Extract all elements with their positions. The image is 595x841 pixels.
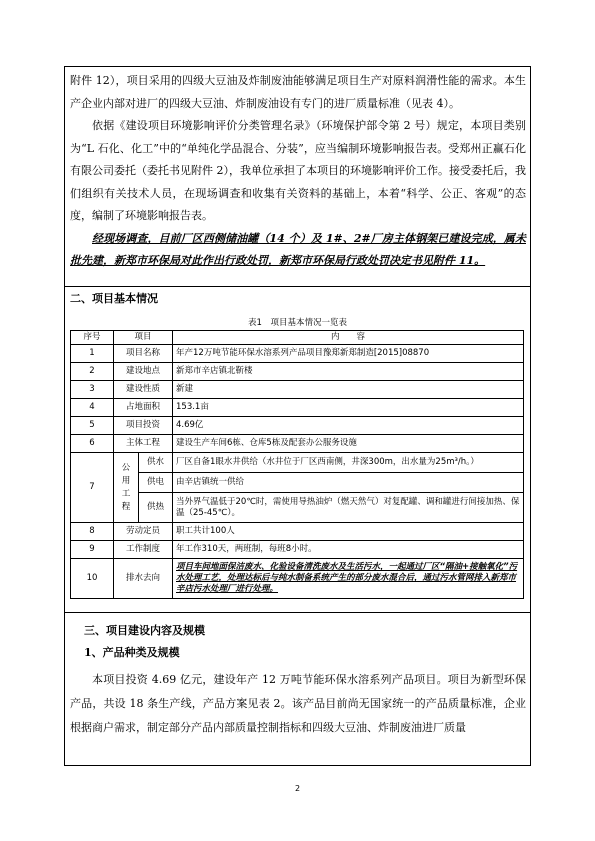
row-content: 新郑市辛店镇北靳楼 [173, 363, 524, 381]
row-item: 工作制度 [114, 541, 173, 559]
row-item: 项目名称 [114, 345, 173, 363]
table-row [71, 541, 524, 559]
row-item: 主体工程 [114, 435, 173, 453]
header-no: 序号 [71, 331, 114, 345]
row-no: 6 [71, 435, 114, 453]
table-row-heat [71, 493, 524, 523]
row-item: 项目投资 [114, 417, 173, 435]
drain-content: 项目车间地面保洁废水、化验设备清洗废水及生活污水，一起通过厂区“隔油+接触氧化”污水处理工艺，处理达标后与纯水制备系统产生的部分废水混合后，通过污水管网排入新郑市辛店污水处理厂进行处理。 [173, 559, 524, 599]
table-row-water [71, 453, 524, 473]
water-label: 供水 [139, 453, 173, 473]
table-row [71, 435, 524, 453]
table-row [71, 381, 524, 399]
divider [64, 612, 531, 613]
water-content: 厂区自备1眼水井供给（水井位于厂区西南侧，井深300m，出水量为25m³/h。） [173, 453, 524, 473]
row-no: 5 [71, 417, 114, 435]
header-content: 内 容 [173, 331, 524, 345]
row-item: 排水去向 [114, 559, 173, 599]
divider [64, 286, 531, 287]
subsection-1-title: 1、产品种类及规模 [84, 646, 180, 659]
row-item: 劳动定员 [114, 523, 173, 541]
power-label: 供电 [139, 473, 173, 493]
table-row [71, 399, 524, 417]
row-content: 年产12万吨节能环保水溶系列产品项目豫郑新郑制造[2015]08870 [173, 345, 524, 363]
penalty-paragraph: 经现场调查，目前厂区西侧储油罐（14 个）及 1#、2#厂房主体钢架已建设完成，属未批先建，新郑市环保局对此作出行政处罚，新郑市环保局行政处罚决定书见附件 11。 [70, 231, 526, 267]
section-3-title: 三、项目建设内容及规模 [84, 624, 205, 637]
row-no: 3 [71, 381, 114, 399]
row-content: 153.1亩 [173, 399, 524, 417]
row-content: 年工作310天，两班制，每班8小时。 [173, 541, 524, 559]
table-row [71, 417, 524, 435]
heat-label: 供热 [139, 493, 173, 523]
row-no: 1 [71, 345, 114, 363]
header-item: 项目 [114, 331, 173, 345]
page-number: 2 [294, 784, 301, 793]
table-row [71, 363, 524, 381]
row-content: 4.69亿 [173, 417, 524, 435]
row-no: 10 [71, 559, 114, 599]
row-no: 4 [71, 399, 114, 417]
table-row [71, 345, 524, 363]
table-caption: 表1 项目基本情况一览表 [248, 318, 347, 328]
product-paragraph: 本项目投资 4.69 亿元，建设年产 12 万吨节能环保水溶系列产品项目。项目为新型环保产品，共设 18 条生产线，产品方案见表 2。该产品目前尚无国家统一的产品质量标准，企业根据商户需求，制定部分产品内部质量控制指标和四级大豆油、炸制废油进厂质量 [70, 673, 526, 734]
row-no: 2 [71, 363, 114, 381]
heat-content: 当外界气温低于20℃时，需使用导热油炉（燃天然气）对复配罐、调和罐进行间接加热、保温（25-45℃）。 [173, 493, 524, 523]
row-item: 建设性质 [114, 381, 173, 399]
table-row [71, 523, 524, 541]
row-no: 8 [71, 523, 114, 541]
basic-info-table [70, 330, 524, 599]
row-content: 新建 [173, 381, 524, 399]
product-text [70, 668, 526, 740]
row-item: 建设地点 [114, 363, 173, 381]
row-item: 占地面积 [114, 399, 173, 417]
row-no: 9 [71, 541, 114, 559]
intro-paragraph-1: 附件 12），项目采用的四级大豆油及炸制废油能够满足项目生产对原料润滑性能的需求。本生产企业内部对进厂的四级大豆油、炸制废油设有专门的进厂质量标准（见表 4）。 [70, 74, 526, 110]
table-row-power [71, 473, 524, 493]
section-2-title: 二、项目基本情况 [70, 292, 158, 305]
table-header-row [71, 331, 524, 345]
row-content: 职工共计100人 [173, 523, 524, 541]
row-content: 建设生产车间6栋、仓库5栋及配套办公服务设施 [173, 435, 524, 453]
row-no: 7 [71, 453, 114, 523]
table-row-drain [71, 559, 524, 599]
intro-paragraph-2: 依据《建设项目环境影响评价分类管理名录》（环境保护部令第 2 号）规定，本项目类别为“L 石化、化工”中的“单纯化学品混合、分装”，应当编制环境影响报告表。受郑州正赢石化有限公司委托（委托书见附件 2），我单位承担了本项目的环境影响评价工作。接受委托后，我们组织有关技术人员，在现场调查和收集有关资料的基础上，本着“科学、公正、客观”的态度，编制了环境影响报告表。 [70, 119, 526, 222]
public-works-label: 公用工程 [114, 453, 139, 523]
power-content: 由辛店镇统一供给 [173, 473, 524, 493]
intro-text [70, 70, 526, 273]
